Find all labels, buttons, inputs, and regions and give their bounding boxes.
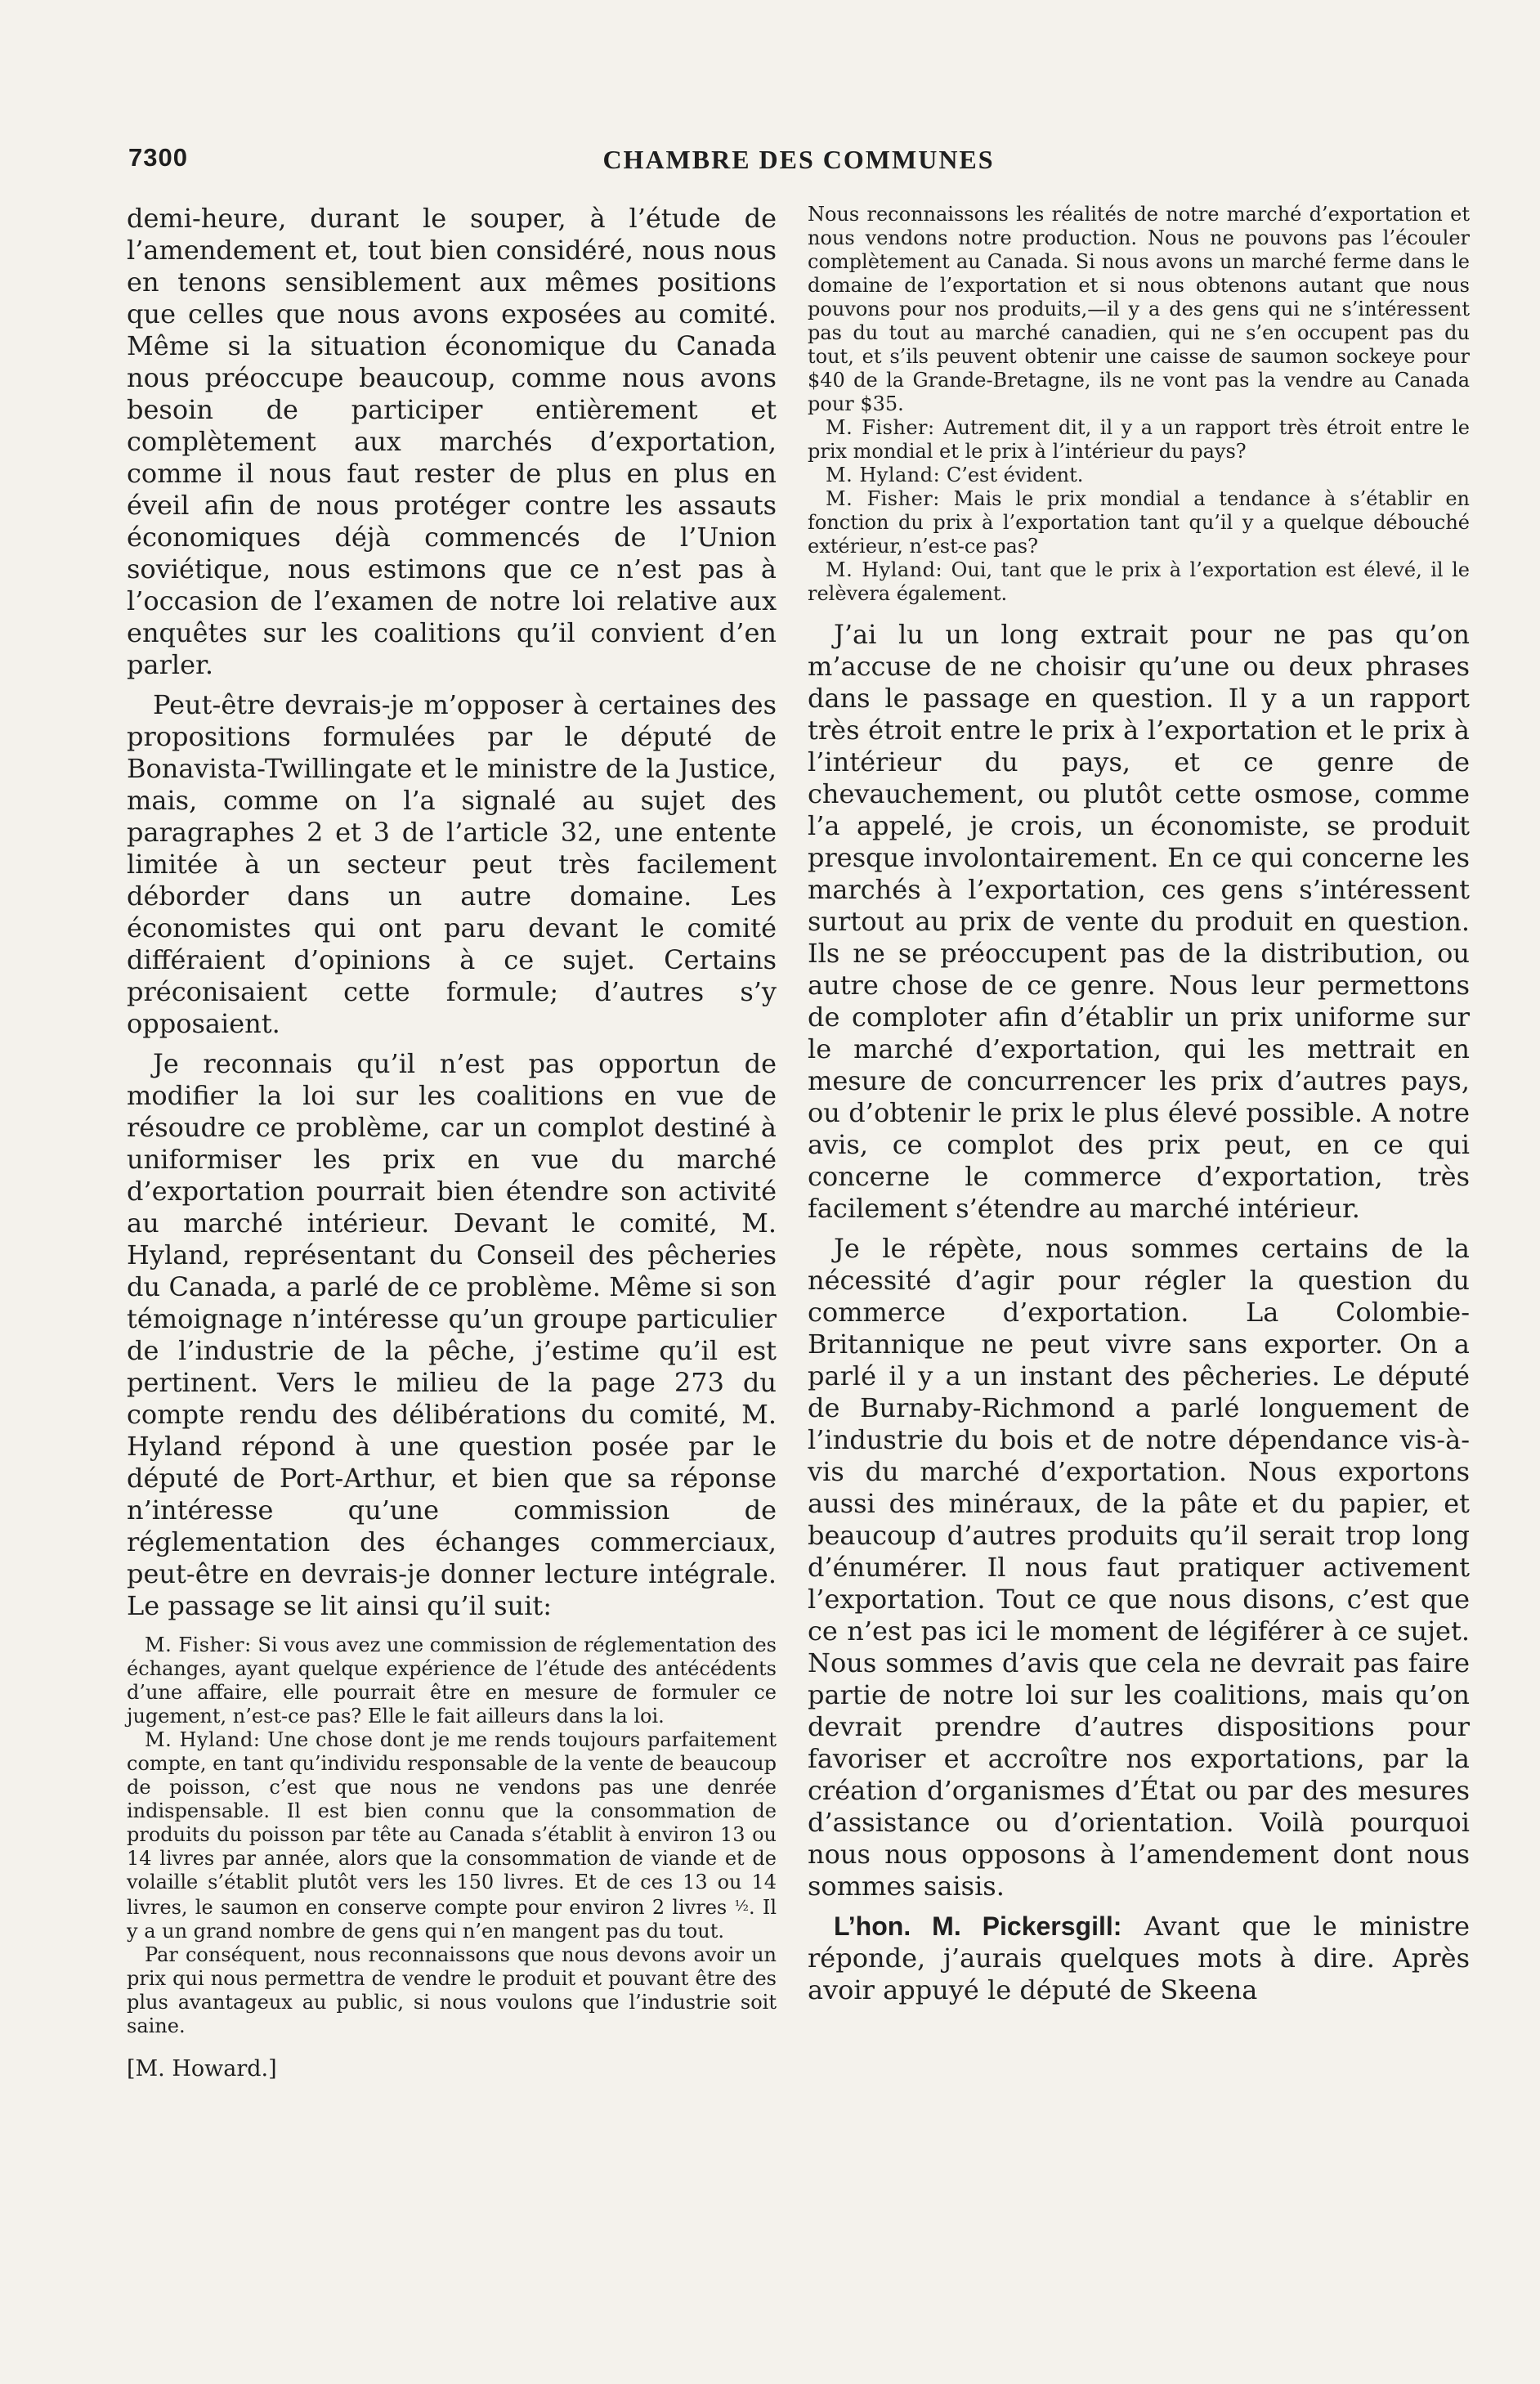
paragraph: demi-heure, durant le souper, à l’étude de l’amendement et, tout bien considéré, nous nous en tenons sensiblement aux mêmes positions que celles que nous avons exposées au comité. Même si la situation économique du Canada nous préoccupe beaucoup, comme nous avons besoin de participer entièrement et complètement aux marchés d’exportation, comme il nous faut rester de plus en plus en éveil afin de nous protéger contre les assauts économiques déjà commencés de l’Union soviétique, nous estimons que ce n’est pas à l’occasion de l’examen de notre loi relative aux enquêtes sur les coalitions qu’il convient d’en parler. [127,203,777,680]
quote-text: Autrement dit, il y a un rapport très étroit entre le prix mondial et le prix à l’intérieur du pays? [808,416,1470,463]
speaker-label: M. Fisher: [145,1633,252,1656]
quote-text: Mais le prix mondial a tendance à s’établir en fonction du prix à l’exportation tant qu’il y a quelque débouché extérieur, n’est-ce pas? [808,487,1470,558]
speaker-footer-tag: [M. Howard.] [127,2056,277,2082]
speaker-label: M. Fisher: [826,487,940,510]
quote-paragraph [127,1728,777,1943]
paragraph: J’ai lu un long extrait pour ne pas qu’on m’accuse de ne choisir qu’une ou deux phrases dans le passage en question. Il y a un rapport très étroit entre le prix à l’exportation et le prix à l’intérieur du pays, et ce genre de chevauchement, ou plutôt cette osmose, comme l’a appelé, je crois, un économiste, se produit presque involontairement. En ce qui concerne les marchés à l’exportation, ces gens s’intéressent surtout au prix de vente du produit en question. Ils ne se préoccupent pas de la distribution, ou autre chose de ce genre. Nous leur permettons de comploter afin d’établir un prix uniforme sur le marché d’exportation, qui les mettrait en mesure de concurrencer les prix d’autres pays, ou d’obtenir le prix le plus élevé possible. A notre avis, ce complot des prix peut, en ce qui concerne le commerce d’exportation, très facilement s’étendre au marché intérieur. [808,619,1470,1224]
quote-paragraph [127,1633,777,1728]
paragraph: Peut-être devrais-je m’opposer à certaines des propositions formulées par le député de Bonavista-Twillingate et le ministre de la Justice, mais, comme on l’a signalé au sujet des paragraphes 2 et 3 de l’article 32, une entente limitée à un secteur peut très facilement déborder dans un autre domaine. Les économistes qui ont paru devant le comité différaient d’opinions à ce sujet. Certains préconisaient cette formule; d’autres s’y opposaient. [127,689,777,1039]
quote-paragraph: Nous reconnaissons les réalités de notre marché d’exportation et nous vendons notre production. Nous ne pouvons pas l’écouler complètement au Canada. Si nous avons un marché ferme dans le domaine de l’exportation et si nous obtenons autant que nous pouvons pour nos produits,—il y a des gens qui ne s’intéressent pas du tout au marché canadien, qui ne s’en occupent pas du tout, et s’ils peuvent obtenir une caisse de saumon sockeye pour $40 de la Grande-Bretagne, ils ne vont pas la vendre au Canada pour $35. [808,203,1470,415]
paragraph: Je reconnais qu’il n’est pas opportun de modifier la loi sur les coalitions en vue de résoudre ce problème, car un complot destiné à uniformiser les prix en vue du marché d’exportation pourrait bien étendre son activité au marché intérieur. Devant le comité, M. Hyland, représentant du Conseil des pêcheries du Canada, a parlé de ce problème. Même si son témoignage n’intéresse qu’un groupe particulier de l’industrie de la pêche, j’estime qu’il est pertinent. Vers le milieu de la page 273 du compte rendu des délibérations du comité, M. Hyland répond à une question posée par le député de Port-Arthur, et bien que sa réponse n’intéresse qu’une commission de réglementation des échanges commerciaux, peut-être en devrais-je donner lecture intégrale. Le passage se lit ainsi qu’il suit: [127,1048,777,1621]
fraction: ½ [734,1898,749,1915]
speaker-label: M. Hyland: [826,464,941,486]
quote-paragraph: Par conséquent, nous reconnaissons que nous devons avoir un prix qui nous permettra de vendre le produit et pouvant être des plus avantageux au public, si nous voulons que l’industrie soit saine. [127,1943,777,2037]
quote-paragraph [808,558,1470,606]
quote-text: Si vous avez une commission de réglementation des échanges, ayant quelque expérience de l’étude des antécédents d’une affaire, elle pourrait être en mesure de formuler ce jugement, n’est-ce pas? Elle le fait ailleurs dans la loi. [127,1633,777,1728]
quote-paragraph [808,487,1470,558]
speaker-label: M. Hyland: [145,1728,261,1751]
page-number: 7300 [128,143,188,172]
running-head: CHAMBRE DES COMMUNES [602,145,995,174]
quote-paragraph [808,416,1470,464]
quote-paragraph [808,464,1470,487]
paragraph-text: Avant que le ministre réponde, j’aurais quelques mots à dire. Après avoir appuyé le député de Skeena [808,1911,1471,2005]
quote-text: . Il y a un grand nombre de gens qui n’en mangent pas du tout. [127,1896,777,1943]
paragraph: Je le répète, nous sommes certains de la nécessité d’agir pour régler la question du commerce d’exportation. La Colombie-Britannique ne peut vivre sans exporter. On a parlé il y a un instant des pêcheries. Le député de Burnaby-Richmond a parlé longuement de l’industrie du bois et de notre dépendance vis-à-vis du marché d’exportation. Nous exportons aussi des minéraux, de la pâte et du papier, et beaucoup d’autres produits qu’il serait trop long d’énumérer. Il nous faut pratiquer activement l’exportation. Tout ce que nous disons, c’est que ce n’est pas ici le moment de légiférer à ce sujet. Nous sommes d’avis que cela ne devrait pas faire partie de notre loi sur les coalitions, mais qu’on devrait prendre d’autres dispositions pour favoriser et accroître nos exportations, par la création d’organismes d’État ou par des mesures d’assistance ou d’orientation. Voilà pourquoi nous nous opposons à l’amendement dont nous sommes saisis. [808,1233,1470,1902]
page-header [128,143,1469,184]
paragraph [808,1911,1470,2006]
quote-text: C’est évident. [946,464,1084,486]
left-column [127,203,777,2082]
speaker-label: L’hon. M. Pickersgill: [834,1911,1122,1941]
speaker-label: M. Fisher: [826,416,935,439]
speaker-label: M. Hyland: [826,558,943,581]
right-column [808,203,1470,2006]
quote-text: Une chose dont je me rends toujours parfaitement compte, en tant qu’individu responsable de la vente de beaucoup de poisson, c’est que nous ne vendons pas une denrée indispensable. Il est bien connu que la consommation de produits du poisson par tête au Canada s’établit à environ 13 ou 14 livres par année, alors que la consommation de viande et de volaille s’établit plutôt vers les 150 livres. Et de ces 13 ou 14 livres, le saumon en conserve compte pour environ 2 livres [127,1728,777,1919]
quote-text: Oui, tant que le prix à l’exportation est élevé, il le relèvera également. [808,558,1470,605]
